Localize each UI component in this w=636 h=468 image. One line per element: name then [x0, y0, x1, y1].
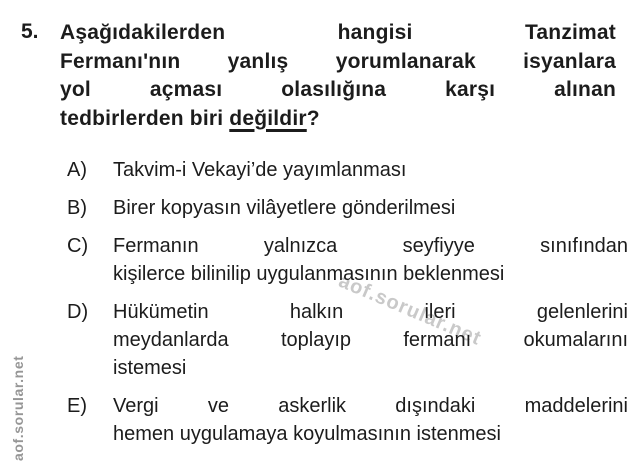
option-c-letter: C): [67, 235, 89, 257]
option-d-letter: D): [67, 301, 89, 323]
option-line: Hükümetin halkın ileri gelenlerini: [113, 301, 628, 323]
watermark-site-label: aof.sorular.net: [10, 355, 26, 461]
option-d-text: [113, 298, 628, 382]
watermark-diagonal: aof.sorular.net: [335, 270, 485, 350]
question-line4-prefix: tedbirlerden biri: [60, 106, 230, 130]
option-d: [67, 298, 628, 382]
option-b-letter: B): [67, 197, 87, 219]
option-line: kişilerce bilinilip uygulanmasının beklenmesi: [113, 263, 505, 285]
option-line: Vergi ve askerlik dışındaki maddelerini: [113, 395, 628, 417]
option-a-letter: A): [67, 159, 87, 181]
option-c: [67, 232, 628, 288]
option-line: Birer kopyasın vilâyetlere gönderilmesi: [113, 197, 456, 219]
option-line: Takvim-i Vekayi’de yayımlanması: [113, 159, 407, 181]
answer-options: [67, 156, 628, 458]
option-line: meydanlarda toplayıp fermanı okumalarını: [113, 329, 628, 351]
option-e: [67, 392, 628, 448]
option-line: hemen uygulamaya koyulmasının istenmesi: [113, 423, 501, 445]
option-c-text: [113, 232, 628, 288]
question-line: yol açması olasılığına karşı alınan: [60, 78, 616, 101]
question-line: Fermanı'nın yanlış yorumlanarak isyanlara: [60, 49, 616, 73]
option-line: istemesi: [113, 357, 187, 379]
option-a: [67, 156, 628, 184]
option-e-text: [113, 392, 628, 448]
question-number: 5.: [21, 20, 39, 43]
question-line: [60, 105, 616, 134]
option-b-text: [113, 194, 628, 222]
underlined-term: değildir: [229, 106, 307, 130]
option-b: [67, 194, 628, 222]
option-a-text: [113, 156, 628, 184]
question-mark: ?: [306, 106, 320, 130]
question-line: Aşağıdakilerden hangisi Tanzimat: [60, 21, 616, 44]
question-text: [60, 19, 616, 133]
option-line: Fermanın yalnızca seyfiyye sınıfından: [113, 235, 628, 257]
option-e-letter: E): [67, 395, 87, 417]
